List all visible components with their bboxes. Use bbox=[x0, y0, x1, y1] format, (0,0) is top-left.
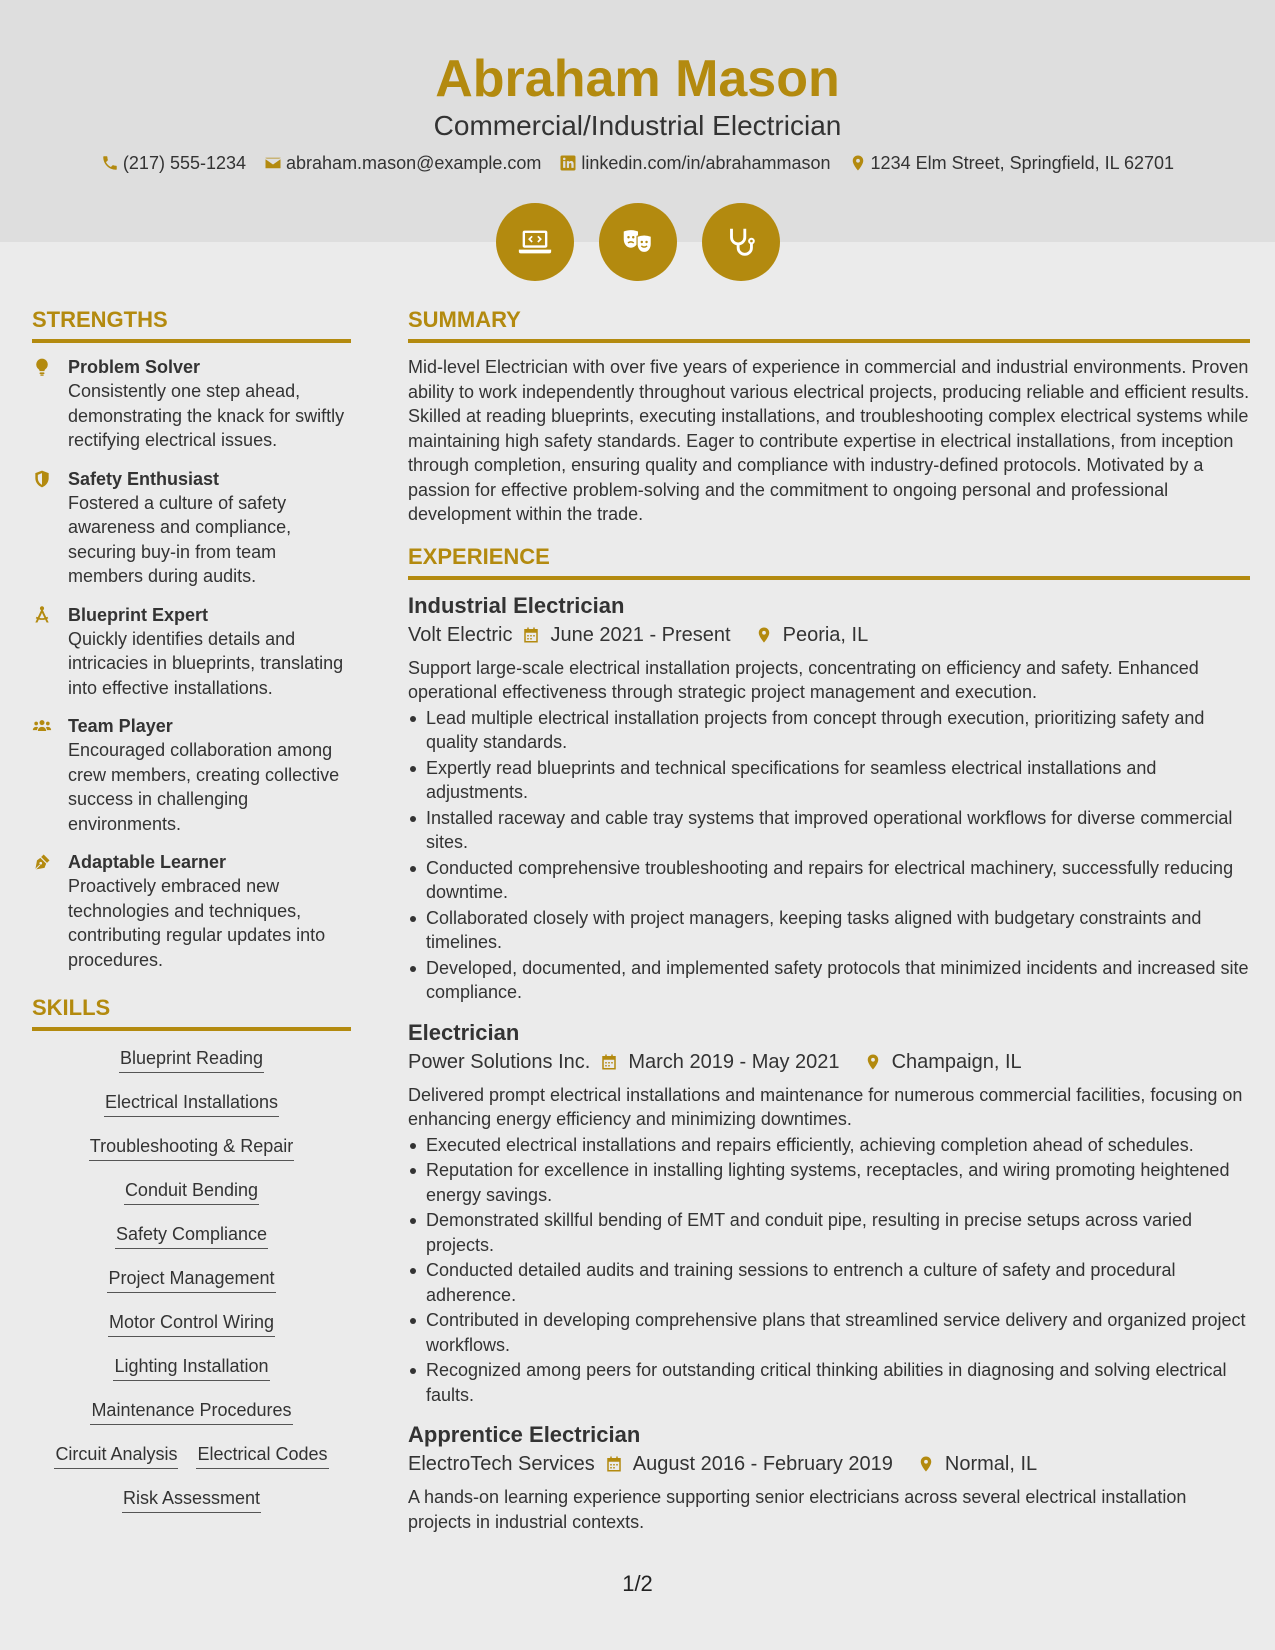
contact-linkedin[interactable] bbox=[559, 150, 830, 176]
strength-title: Safety Enthusiast bbox=[68, 468, 220, 489]
map-marker-icon bbox=[864, 1053, 882, 1071]
job-description: Support large-scale electrical installation projects, concentrating on efficiency and safety. Enhanced operational effectiveness through strategic project management and execution. bbox=[408, 657, 1199, 702]
list-item: Conducted comprehensive troubleshooting and repairs for electrical machinery, successfully reducing downtime. bbox=[408, 856, 1250, 905]
skills-list bbox=[32, 1043, 351, 1513]
phone-text: (217) 555-1234 bbox=[122, 153, 247, 173]
calendar-icon bbox=[600, 1053, 618, 1071]
skill-tag: Circuit Analysis bbox=[54, 1441, 178, 1469]
badge-laptop bbox=[496, 203, 574, 281]
contact-bar bbox=[0, 150, 1275, 176]
job-bullets bbox=[408, 706, 1250, 1005]
job-company: ElectroTech Services bbox=[408, 1453, 595, 1475]
list-item: Lead multiple electrical installation projects from concept through execution, prioritizing safety and quality standards. bbox=[408, 706, 1250, 755]
strength-title: Problem Solver bbox=[68, 357, 201, 377]
strength-title: Blueprint Expert bbox=[68, 604, 209, 625]
phone-icon bbox=[101, 154, 119, 172]
map-marker-icon bbox=[849, 154, 867, 172]
strength-item bbox=[32, 850, 351, 972]
calendar-icon bbox=[605, 1455, 623, 1473]
skill-tag: Electrical Codes bbox=[196, 1441, 328, 1469]
strengths-heading: STRENGTHS bbox=[32, 306, 351, 343]
calendar-icon bbox=[522, 626, 540, 644]
skill-tag: Lighting Installation bbox=[113, 1353, 269, 1381]
lightbulb-icon bbox=[32, 357, 52, 377]
map-marker-icon bbox=[755, 626, 773, 644]
skill-tag: Project Management bbox=[107, 1265, 275, 1293]
list-item: Reputation for excellence in installing lighting systems, receptacles, and wiring promoting heightened energy savings. bbox=[408, 1158, 1250, 1207]
job-role: Electrician bbox=[408, 1019, 520, 1045]
list-item: Contributed in developing comprehensive plans that streamlined service delivery and organized project workflows. bbox=[408, 1308, 1250, 1357]
strength-title: Team Player bbox=[68, 716, 173, 736]
skill-tag: Motor Control Wiring bbox=[108, 1309, 275, 1337]
strength-item bbox=[32, 355, 351, 453]
job-role: Industrial Electrician bbox=[408, 592, 625, 618]
job-location: Peoria, IL bbox=[782, 623, 869, 646]
left-column bbox=[32, 306, 351, 1513]
skills-heading: SKILLS bbox=[32, 994, 351, 1031]
skill-tag: Blueprint Reading bbox=[119, 1045, 264, 1073]
job-title: Commercial/Industrial Electrician bbox=[433, 110, 842, 141]
list-item: Executed electrical installations and repairs efficiently, achieving completion ahead of schedules. bbox=[408, 1133, 1250, 1158]
summary-heading: SUMMARY bbox=[408, 306, 1250, 343]
skill-tag: Risk Assessment bbox=[122, 1485, 261, 1513]
strength-desc: Consistently one step ahead, demonstrating the knack for swiftly rectifying electrical issues. bbox=[68, 381, 345, 450]
job-meta bbox=[408, 1047, 1250, 1077]
summary-text: Mid-level Electrician with over five years of experience in commercial and industrial environments. Proven ability to work independently throughout various electrical projects, producing reliable and efficient results. Skilled at reading blueprints, executing installations, and troubleshooting complex electrical systems while maintaining high safety standards. Eager to contribute expertise in electrical installations, from inception through completion, ensuring quality and compliance with industry-defined protocols. Motivated by a passion for effective problem-solving and the commitment to ongoing personal and professional development within the trade. bbox=[408, 357, 1250, 524]
job-entry bbox=[408, 1019, 1250, 1408]
list-item: Expertly read blueprints and technical specifications for seamless electrical installations and adjustments. bbox=[408, 756, 1250, 805]
list-item: Recognized among peers for outstanding critical thinking abilities in diagnosing and solving electrical faults. bbox=[408, 1358, 1250, 1407]
job-description: A hands-on learning experience supporting senior electricians across several electrical installation projects in industrial contexts. bbox=[408, 1487, 1187, 1532]
contact-address bbox=[849, 150, 1175, 176]
list-item: Collaborated closely with project managers, keeping tasks aligned with budgetary constraints and timelines. bbox=[408, 906, 1250, 955]
job-entry bbox=[408, 1421, 1250, 1534]
strength-item bbox=[32, 714, 351, 836]
email-text: abraham.mason@example.com bbox=[286, 153, 542, 173]
stethoscope-icon bbox=[722, 223, 760, 261]
job-meta bbox=[408, 1449, 1250, 1479]
experience-heading: EXPERIENCE bbox=[408, 543, 1250, 580]
skill-tag: Electrical Installations bbox=[104, 1089, 279, 1117]
skill-tag: Conduit Bending bbox=[124, 1177, 259, 1205]
strength-desc: Quickly identifies details and intricacies in blueprints, translating into effective installations. bbox=[68, 628, 344, 698]
strength-desc: Encouraged collaboration among crew members, creating collective success in challenging environments. bbox=[68, 740, 340, 834]
page-number: 1/2 bbox=[622, 1571, 653, 1596]
map-marker-icon bbox=[917, 1455, 935, 1473]
job-entry bbox=[408, 592, 1250, 1005]
job-company: Power Solutions Inc. bbox=[408, 1050, 591, 1073]
badge-row bbox=[0, 203, 1275, 281]
job-location: Champaign, IL bbox=[891, 1050, 1022, 1073]
shield-icon bbox=[32, 469, 52, 489]
laptop-code-icon bbox=[516, 223, 554, 261]
list-item: Demonstrated skillful bending of EMT and conduit pipe, resulting in precise setups across varied projects. bbox=[408, 1208, 1250, 1257]
pen-nib-icon bbox=[32, 852, 52, 872]
linkedin-icon bbox=[559, 154, 577, 172]
job-dates: March 2019 - May 2021 bbox=[628, 1050, 840, 1073]
list-item: Installed raceway and cable tray systems that improved operational workflows for diverse commercial sites. bbox=[408, 806, 1250, 855]
right-column bbox=[408, 306, 1250, 1548]
list-item: Developed, documented, and implemented safety protocols that minimized incidents and increased site compliance. bbox=[408, 956, 1250, 1005]
envelope-icon bbox=[264, 154, 282, 172]
theater-masks-icon bbox=[619, 223, 657, 261]
job-bullets bbox=[408, 1133, 1250, 1408]
contact-email[interactable] bbox=[264, 150, 541, 176]
contact-phone[interactable] bbox=[101, 150, 246, 176]
job-role: Apprentice Electrician bbox=[408, 1422, 641, 1447]
job-company: Volt Electric bbox=[408, 623, 513, 646]
badge-stethoscope bbox=[702, 203, 780, 281]
job-location: Normal, IL bbox=[944, 1453, 1038, 1475]
skill-tag: Safety Compliance bbox=[115, 1221, 268, 1249]
job-dates: August 2016 - February 2019 bbox=[632, 1453, 893, 1475]
job-dates: June 2021 - Present bbox=[550, 623, 731, 646]
skill-tag: Troubleshooting & Repair bbox=[89, 1133, 294, 1161]
list-item: Conducted detailed audits and training sessions to entrench a culture of safety and procedural adherence. bbox=[408, 1258, 1250, 1307]
strength-item bbox=[32, 467, 351, 589]
badge-masks bbox=[599, 203, 677, 281]
users-icon bbox=[32, 716, 52, 736]
strength-title: Adaptable Learner bbox=[68, 852, 227, 872]
strength-desc: Fostered a culture of safety awareness and compliance, securing buy-in from team members during audits. bbox=[68, 492, 292, 586]
strength-desc: Proactively embraced new technologies and techniques, contributing regular updates into procedures. bbox=[68, 876, 326, 970]
strength-item bbox=[32, 603, 351, 701]
job-description: Delivered prompt electrical installations and maintenance for numerous commercial facilities, focusing on enhancing energy efficiency and minimizing downtimes. bbox=[408, 1084, 1243, 1129]
address-text: 1234 Elm Street, Springfield, IL 62701 bbox=[870, 153, 1175, 173]
linkedin-text: linkedin.com/in/abrahammason bbox=[581, 153, 831, 173]
compass-drafting-icon bbox=[32, 605, 52, 625]
skill-tag: Maintenance Procedures bbox=[90, 1397, 292, 1425]
candidate-name: Abraham Mason bbox=[435, 50, 840, 108]
job-meta bbox=[408, 620, 1250, 650]
